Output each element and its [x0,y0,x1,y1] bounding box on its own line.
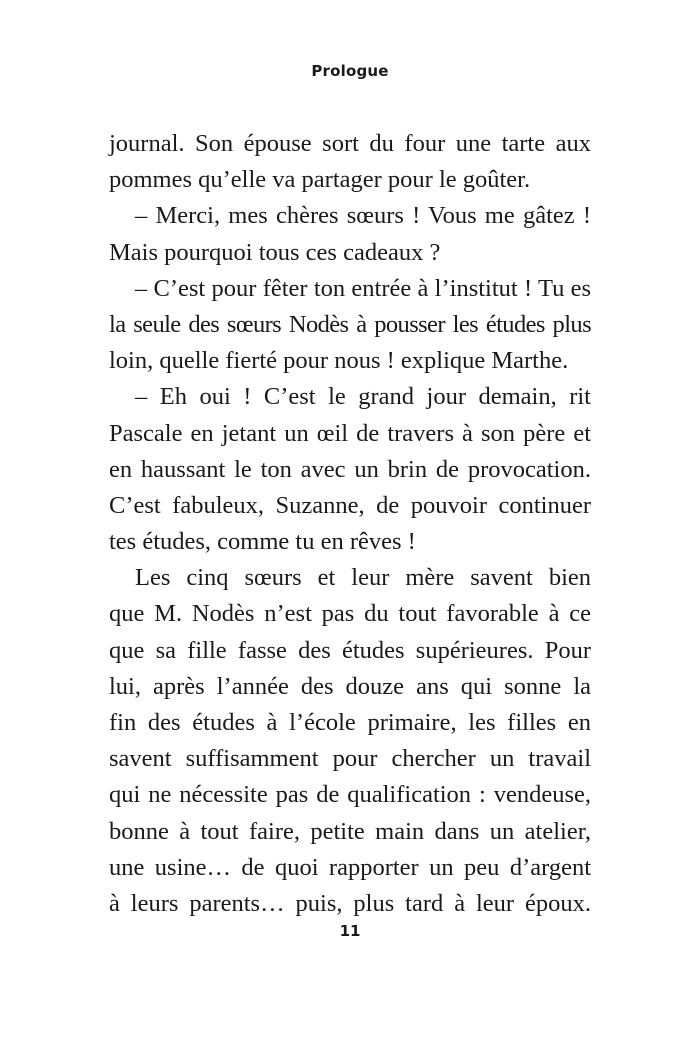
running-head-title: Prologue [311,62,389,80]
text-line: C’est fabuleux, Suzanne, de pouvoir continuer [109,491,591,519]
text-line: – Eh oui ! C’est le grand jour demain, rit [135,383,591,411]
text-line: – C’est pour fêter ton entrée à l’institut ! Tu es [135,274,591,302]
text-line: tes études, comme tu en rêves ! [109,528,416,556]
text-line: pommes qu’elle va partager pour le goûter. [109,166,531,194]
page-number: 11 [339,922,361,940]
text-line: bonne à tout faire, petite main dans un atelier, [109,817,591,845]
page-body-text [109,126,591,922]
text-line: une usine… de quoi rapporter un peu d’argent [109,853,591,881]
text-line: en haussant le ton avec un brin de provocation. [109,455,591,483]
text-line: journal. Son épouse sort du four une tarte aux [109,130,591,157]
text-line: loin, quelle fierté pour nous ! explique Marthe. [109,347,569,375]
text-line: qui ne nécessite pas de qualification : vendeuse, [109,781,591,809]
text-line: la seule des sœurs Nodès à pousser les études plus [109,310,591,338]
text-line: Mais pourquoi tous ces cadeaux ? [109,238,441,266]
text-line: que sa fille fasse des études supérieures. Pour [109,636,591,664]
text-line: savent suffisamment pour chercher un travail [109,745,591,773]
text-line: lui, après l’année des douze ans qui sonne la [109,672,591,700]
text-line: fin des études à l’école primaire, les filles en [109,709,591,736]
text-line: à leurs parents… puis, plus tard à leur époux. [109,889,591,917]
text-line: Pascale en jetant un œil de travers à son père et [109,419,591,447]
text-line: que M. Nodès n’est pas du tout favorable à ce [109,600,591,628]
text-line: Les cinq sœurs et leur mère savent bien [135,564,591,592]
text-line: – Merci, mes chères sœurs ! Vous me gâtez ! [135,202,591,230]
